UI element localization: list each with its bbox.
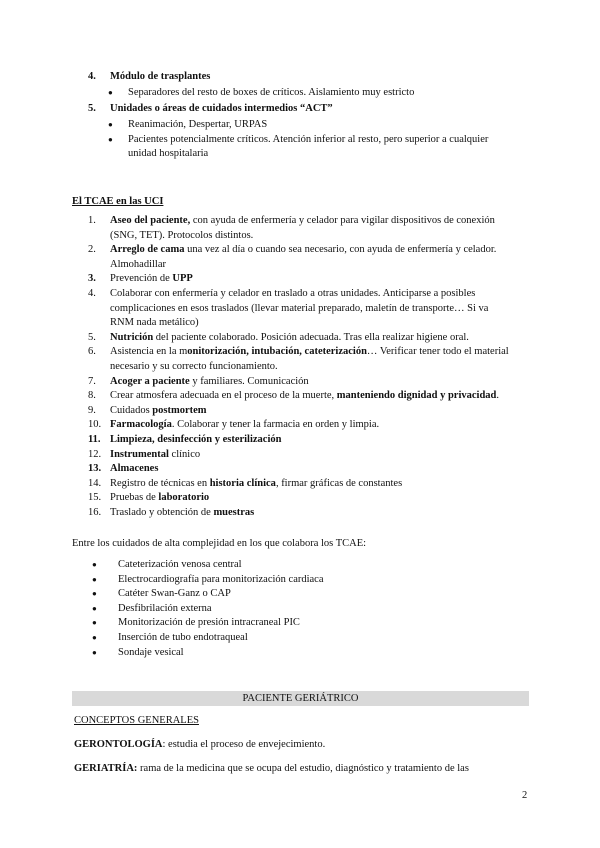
geriatrics-term: GERIATRÍA:: [74, 763, 138, 774]
bullet-item: ● Electrocardiografía para monitorización cardiaca: [92, 573, 324, 585]
bullet-item: ● Pacientes potencialmente críticos. Atención inferior al resto, pero superior a cualquier: [108, 133, 489, 145]
list-item: 6. Asistencia en la monitorización, intubación, cateterización… Verificar tener todo el material: [88, 346, 509, 358]
bullet-item: ● Desfibrilación externa: [92, 602, 212, 614]
gerontology-definition: GERONTOLOGÍA: estudia el proceso de envejecimiento.: [74, 739, 326, 750]
list-item-cont: (SNG, TET). Protocolos distintos.: [110, 229, 254, 241]
bullet-item: ● Catéter Swan-Ganz o CAP: [92, 588, 231, 600]
list-item: 1. Aseo del paciente, con ayuda de enfermería y celador para vigilar dispositivos de conexión: [88, 215, 495, 226]
page-number: 2: [522, 790, 528, 801]
tcae-list: [88, 214, 538, 520]
list-item-cont: Almohadillar: [110, 258, 166, 270]
concepts-heading: CONCEPTOS GENERALES: [74, 715, 199, 726]
list-item: 15. Pruebas de laboratorio: [88, 492, 210, 504]
list-item-5: 5. Unidades o áreas de cuidados intermedios “ACT”: [88, 103, 333, 114]
list-item: 4. Colaborar con enfermería y celador en traslado a otras unidades. Anticiparse a posibles: [88, 287, 476, 299]
list-item: 13. Almacenes: [88, 463, 159, 475]
bullet-item: ● Reanimación, Despertar, URPAS: [108, 119, 268, 130]
item-4-title: Módulo de trasplantes: [110, 71, 211, 82]
section-banner-geriatric: PACIENTE GERIÁTRICO: [72, 691, 529, 706]
item-4-bullets: [108, 86, 414, 101]
list-item: 11. Limpieza, desinfección y esterilización: [88, 433, 282, 445]
list-item-cont: RNM nada metálico): [110, 317, 199, 329]
list-item: 5. Nutrición del paciente colaborado. Posición adecuada. Tras ella realizar higiene oral.: [88, 331, 469, 343]
list-item: 9. Cuidados postmortem: [88, 404, 207, 416]
bullet-item: ● Sondaje vesical: [92, 646, 184, 658]
list-item-cont: necesario y su correcto funcionamiento.: [110, 360, 278, 372]
high-complexity-intro: Entre los cuidados de alta complejidad en los que colabora los TCAE:: [72, 538, 367, 549]
section-heading-tcae: El TCAE en las UCI: [72, 196, 164, 207]
list-item: 12. Instrumental clínico: [88, 448, 201, 460]
list-item: 16. Traslado y obtención de muestras: [88, 506, 255, 518]
bullet-item: ● Separadores del resto de boxes de críticos. Aislamiento muy estricto: [108, 87, 415, 98]
list-item: 14. Registro de técnicas en historia clínica, firmar gráficas de constantes: [88, 477, 403, 489]
bullet-item: ● Inserción de tubo endotraqueal: [92, 631, 248, 643]
list-item: 7. Acoger a paciente y familiares. Comunicación: [88, 375, 309, 387]
item-5-title: Unidades o áreas de cuidados intermedios “ACT”: [110, 103, 333, 114]
gerontology-term: GERONTOLOGÍA: [74, 739, 163, 750]
high-complexity-list: [92, 558, 324, 660]
geriatrics-definition: GERIATRÍA: rama de la medicina que se ocupa del estudio, diagnóstico y tratamiento de las: [74, 763, 469, 774]
bullet-item: ● Cateterización venosa central: [92, 559, 242, 570]
bullet-item-cont: unidad hospitalaria: [128, 148, 209, 160]
list-item: 10. Farmacología. Colaborar y tener la farmacia en orden y limpia.: [88, 419, 380, 431]
bullet-item: ● Monitorización de presión intracraneal PIC: [92, 617, 300, 629]
list-item: 8. Crear atmosfera adecuada en el proceso de la muerte, manteniendo dignidad y privacidad.: [88, 390, 500, 402]
item-5-bullets: [108, 118, 488, 162]
list-item: 3. Prevención de UPP: [88, 273, 193, 285]
list-item-4: 4. Módulo de trasplantes: [88, 71, 211, 82]
list-item-cont: complicaciones en esos traslados (llevar material preparado, maletín de transporte… Si va: [110, 302, 489, 314]
list-item: 2. Arreglo de cama una vez al día o cuando sea necesario, con ayuda de enfermería y celador.: [88, 244, 497, 256]
